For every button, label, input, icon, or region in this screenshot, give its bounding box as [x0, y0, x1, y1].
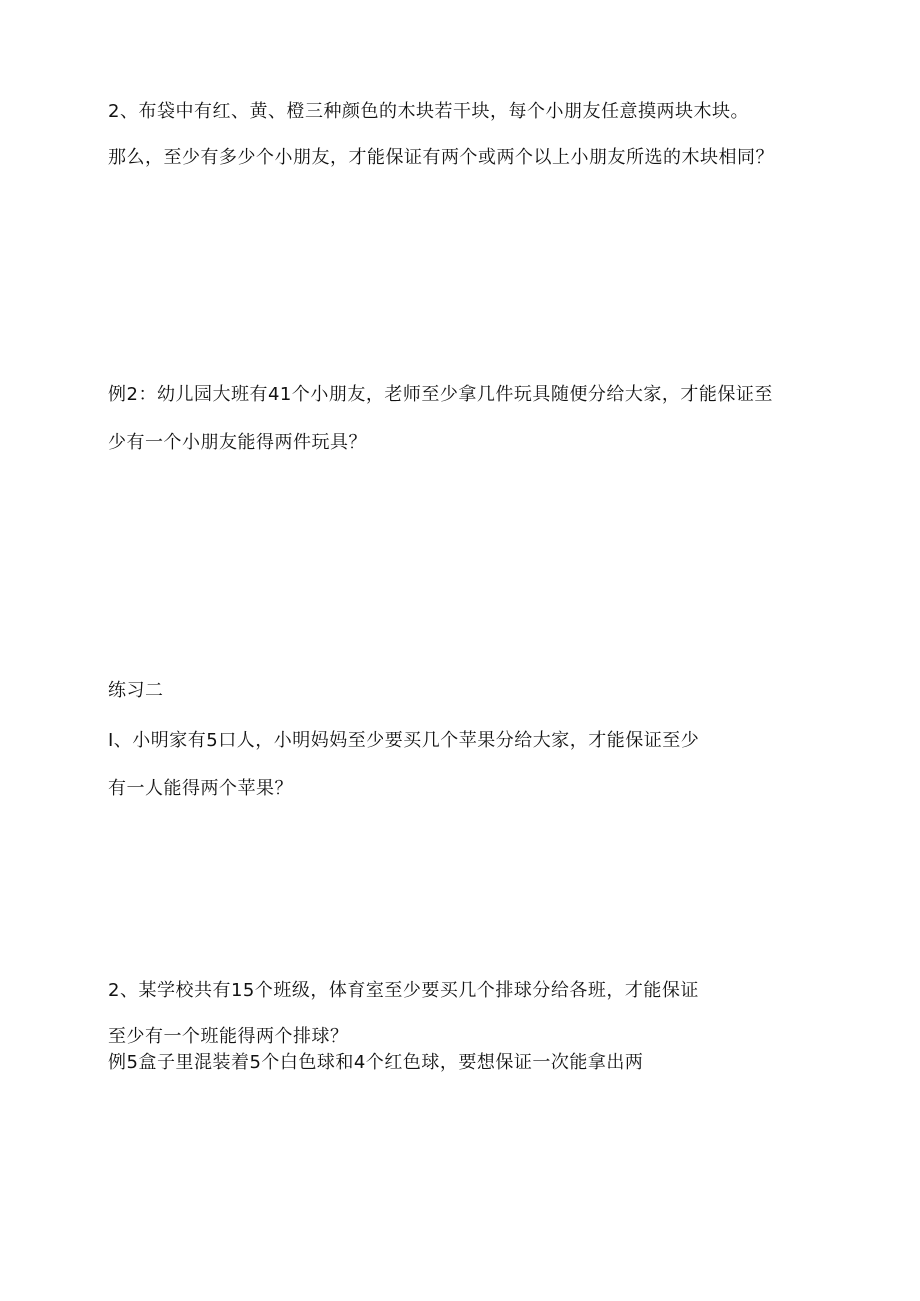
- exercise-2-heading: 练习二: [108, 680, 164, 701]
- example-2-line-1: 例2：幼儿园大班有41个小朋友，老师至少拿几件玩具随便分给大家，才能保证至: [108, 384, 773, 405]
- exercise-2-q1-line-1: I、小明家有5口人，小明妈妈至少要买几个苹果分给大家，才能保证至少: [108, 730, 700, 751]
- problem-2-line-2: 那么，至少有多少个小朋友，才能保证有两个或两个以上小朋友所选的木块相同？: [108, 147, 774, 168]
- exercise-2-q2-line-1: 2、某学校共有15个班级，体育室至少要买几个排球分给各班，才能保证: [108, 980, 699, 1001]
- exercise-2-q1-line-2: 有一人能得两个苹果？: [108, 778, 293, 799]
- exercise-2-q2-line-2: 至少有一个班能得两个排球？: [108, 1026, 349, 1047]
- problem-2-line-1: 2、布袋中有红、黄、橙三种颜色的木块若干块，每个小朋友任意摸两块木块。: [108, 101, 749, 122]
- example-2-line-2: 少有一个小朋友能得两件玩具？: [108, 432, 367, 453]
- example-5-line-1: 例5盒子里混装着5个白色球和4个红色球，要想保证一次能拿出两: [108, 1052, 644, 1073]
